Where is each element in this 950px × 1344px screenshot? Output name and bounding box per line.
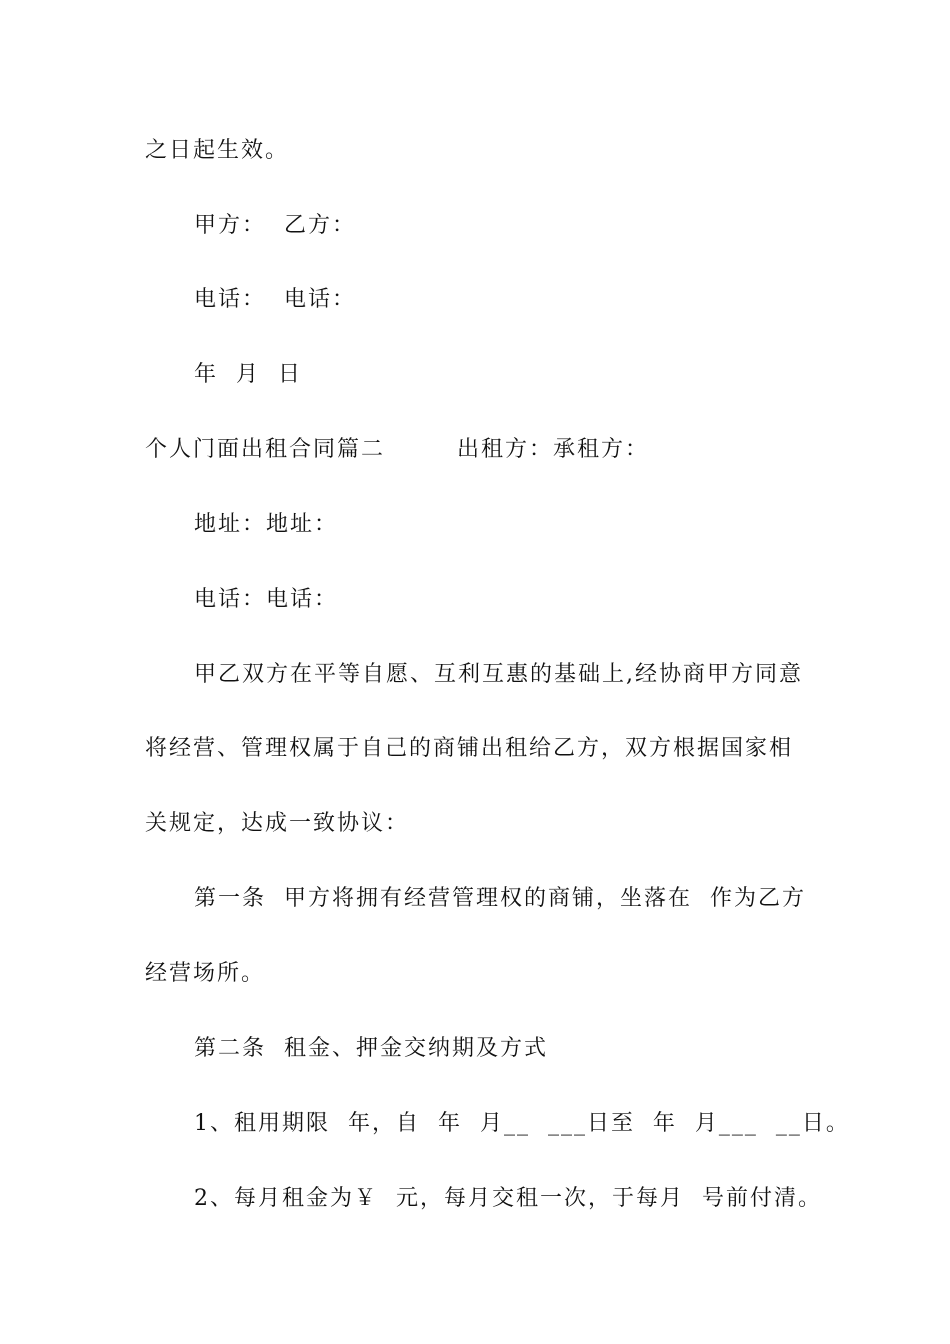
article-1-line-2: 经营场所。 (145, 961, 266, 986)
paragraph-line-2: 将经营、管理权属于自己的商铺出租给乙方，双方根据国家相 (145, 736, 794, 761)
signature-parties: 甲方： 乙方： (194, 213, 356, 238)
paragraph-line-3: 关规定，达成一致协议： (145, 811, 410, 836)
article-1-line-1: 第一条 甲方将拥有经营管理权的商铺，坐落在 作为乙方 (194, 886, 806, 911)
signature-date: 年 月 日 (194, 362, 302, 387)
signature-phones: 电话： 电话： (194, 287, 356, 312)
section-title-lessor-lessee: 个人门面出租合同篇二 出租方：承租方： (145, 437, 649, 462)
article-2-item-1: 1、租用期限 年，自 年 月__ ___日至 年 月___ __日。 (194, 1111, 850, 1136)
paragraph-line-1: 甲乙双方在平等自愿、互利互惠的基础上,经协商甲方同意 (194, 662, 803, 687)
text-line-1: 之日起生效。 (145, 138, 290, 163)
address-line: 地址：地址： (194, 512, 339, 537)
phone-line: 电话：电话： (194, 587, 339, 612)
article-2-item-2: 2、每月租金为￥ 元，每月交租一次，于每月 号前付清。 (194, 1186, 822, 1211)
article-2-heading: 第二条 租金、押金交纳期及方式 (194, 1036, 548, 1061)
